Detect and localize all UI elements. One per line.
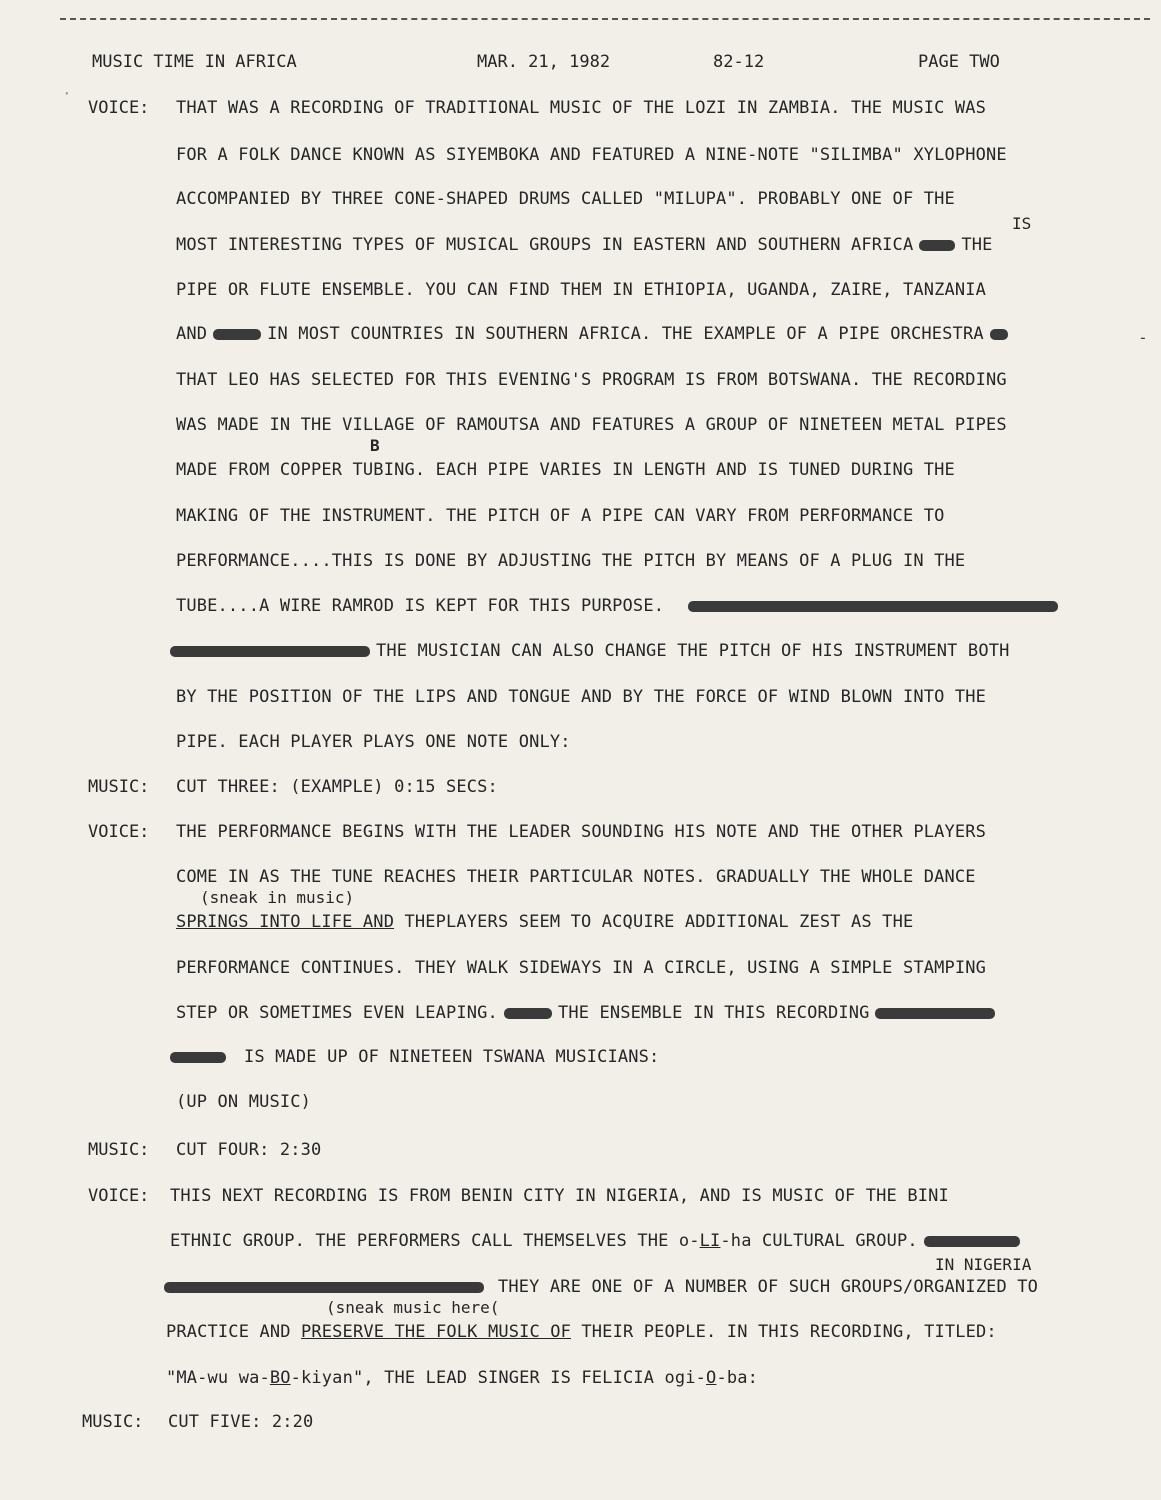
underlined-text: PRESERVE THE FOLK MUSIC OF (301, 1322, 572, 1342)
header-number: 82-12 (713, 52, 765, 72)
text-line: MADE FROM COPPER TUBING. EACH PIPE VARIES IN LENGTH AND IS TUNED DURING THE (176, 460, 955, 480)
voice-label: VOICE: (88, 1186, 150, 1206)
text-line (176, 1003, 1001, 1023)
text-line: THAT WAS A RECORDING OF TRADITIONAL MUSIC OF THE LOZI IN ZAMBIA. THE MUSIC WAS (176, 98, 987, 118)
top-dashed-rule (60, 18, 1150, 20)
redaction-mark (919, 240, 955, 251)
handwritten-insertion: B (370, 436, 380, 455)
music-cue: CUT FIVE: 2:20 (168, 1412, 314, 1432)
margin-mark: - (1138, 328, 1148, 347)
redaction-mark (213, 329, 261, 340)
text-fragment: -ba: (716, 1368, 758, 1388)
text-line: THE PERFORMANCE BEGINS WITH THE LEADER SOUNDING HIS NOTE AND THE OTHER PLAYERS (176, 822, 987, 842)
redaction-mark (170, 1052, 226, 1063)
header-date: MAR. 21, 1982 (477, 52, 611, 72)
text-fragment: THE ENSEMBLE IN THIS RECORDING (557, 1003, 870, 1023)
text-line: WAS MADE IN THE VILLAGE OF RAMOUTSA AND FEATURES A GROUP OF NINETEEN METAL PIPES (176, 415, 1007, 435)
text-fragment: THE (961, 235, 993, 255)
text-fragment: "MA-wu wa- (166, 1368, 270, 1388)
text-fragment: STEP OR SOMETIMES EVEN LEAPING. (176, 1003, 498, 1023)
handwritten-insertion: IS (1012, 214, 1032, 233)
handwritten-insertion: (sneak music here( (326, 1298, 500, 1317)
text-line: COME IN AS THE TUNE REACHES THEIR PARTICULAR NOTES. GRADUALLY THE WHOLE DANCE (176, 867, 976, 887)
text-line: PERFORMANCE....THIS IS DONE BY ADJUSTING THE PITCH BY MEANS OF A PLUG IN THE (176, 551, 966, 571)
text-line (166, 1368, 758, 1388)
header-program: MUSIC TIME IN AFRICA (92, 52, 297, 72)
underlined-text: BO (269, 1368, 291, 1388)
text-fragment: TUBE....A WIRE RAMROD IS KEPT FOR THIS PURPOSE. (176, 596, 665, 616)
text-line (176, 235, 992, 255)
text-line: ACCOMPANIED BY THREE CONE-SHAPED DRUMS CALLED "MILUPA". PROBABLY ONE OF THE (176, 189, 955, 209)
underlined-text: SPRINGS INTO LIFE AND (176, 912, 395, 932)
text-line (176, 596, 1064, 616)
underlined-text: LI (699, 1231, 721, 1251)
text-fragment: IS MADE UP OF NINETEEN TSWANA MUSICIANS: (244, 1047, 660, 1067)
redaction-mark (170, 646, 370, 657)
handwritten-insertion: IN NIGERIA (935, 1255, 1032, 1274)
text-fragment: -kiyan", THE LEAD SINGER IS FELICIA ogi- (290, 1368, 707, 1388)
margin-mark: · (62, 84, 72, 103)
redaction-mark (164, 1282, 484, 1293)
text-line: MAKING OF THE INSTRUMENT. THE PITCH OF A PIPE CAN VARY FROM PERFORMANCE TO (176, 506, 945, 526)
music-cue: CUT THREE: (EXAMPLE) 0:15 SECS: (176, 777, 498, 797)
text-line: THAT LEO HAS SELECTED FOR THIS EVENING'S PROGRAM IS FROM BOTSWANA. THE RECORDING (176, 370, 1007, 390)
music-label: MUSIC: (88, 777, 150, 797)
text-fragment: THEIR PEOPLE. IN THIS RECORDING, TITLED: (571, 1322, 997, 1342)
music-label: MUSIC: (82, 1412, 144, 1432)
text-fragment: AND (176, 324, 208, 344)
text-fragment: PRACTICE AND (166, 1322, 302, 1342)
text-line (166, 1322, 997, 1342)
music-label: MUSIC: (88, 1140, 150, 1160)
text-fragment: ETHNIC GROUP. THE PERFORMERS CALL THEMSELVES THE o- (170, 1231, 700, 1251)
text-line (176, 324, 1014, 344)
text-line (170, 1047, 659, 1067)
text-line (170, 1231, 1026, 1251)
text-fragment: THEPLAYERS SEEM TO ACQUIRE ADDITIONAL ZEST AS THE (394, 912, 914, 932)
text-line (170, 641, 1009, 661)
music-cue: CUT FOUR: 2:30 (176, 1140, 322, 1160)
header-page: PAGE TWO (918, 52, 1000, 72)
redaction-mark (688, 601, 1058, 612)
voice-label: VOICE: (88, 98, 150, 118)
text-line: BY THE POSITION OF THE LIPS AND TONGUE AND BY THE FORCE OF WIND BLOWN INTO THE (176, 687, 987, 707)
handwritten-insertion: (sneak in music) (200, 888, 355, 907)
text-line: FOR A FOLK DANCE KNOWN AS SIYEMBOKA AND FEATURED A NINE-NOTE "SILIMBA" XYLOPHONE (176, 145, 1007, 165)
text-line (164, 1277, 1038, 1297)
text-fragment: IN MOST COUNTRIES IN SOUTHERN AFRICA. THE EXAMPLE OF A PIPE ORCHESTRA (267, 324, 984, 344)
text-line: THIS NEXT RECORDING IS FROM BENIN CITY IN NIGERIA, AND IS MUSIC OF THE BINI (170, 1186, 949, 1206)
redaction-mark (504, 1008, 552, 1019)
text-line (176, 912, 913, 932)
text-line: PIPE. EACH PLAYER PLAYS ONE NOTE ONLY: (176, 732, 571, 752)
text-fragment: THE MUSICIAN CAN ALSO CHANGE THE PITCH OF HIS INSTRUMENT BOTH (376, 641, 1010, 661)
underlined-text: O (706, 1368, 717, 1388)
redaction-mark (990, 329, 1008, 340)
text-fragment: THEY ARE ONE OF A NUMBER OF SUCH GROUPS/ORGANIZED TO (498, 1277, 1039, 1297)
redaction-mark (875, 1008, 995, 1019)
text-fragment: -ha CULTURAL GROUP. (720, 1231, 918, 1251)
text-line: PIPE OR FLUTE ENSEMBLE. YOU CAN FIND THEM IN ETHIOPIA, UGANDA, ZAIRE, TANZANIA (176, 280, 987, 300)
text-fragment: MOST INTERESTING TYPES OF MUSICAL GROUPS IN EASTERN AND SOUTHERN AFRICA (176, 235, 914, 255)
voice-label: VOICE: (88, 822, 150, 842)
redaction-mark (924, 1236, 1020, 1247)
text-line: PERFORMANCE CONTINUES. THEY WALK SIDEWAYS IN A CIRCLE, USING A SIMPLE STAMPING (176, 958, 987, 978)
text-line: (UP ON MUSIC) (176, 1092, 312, 1112)
